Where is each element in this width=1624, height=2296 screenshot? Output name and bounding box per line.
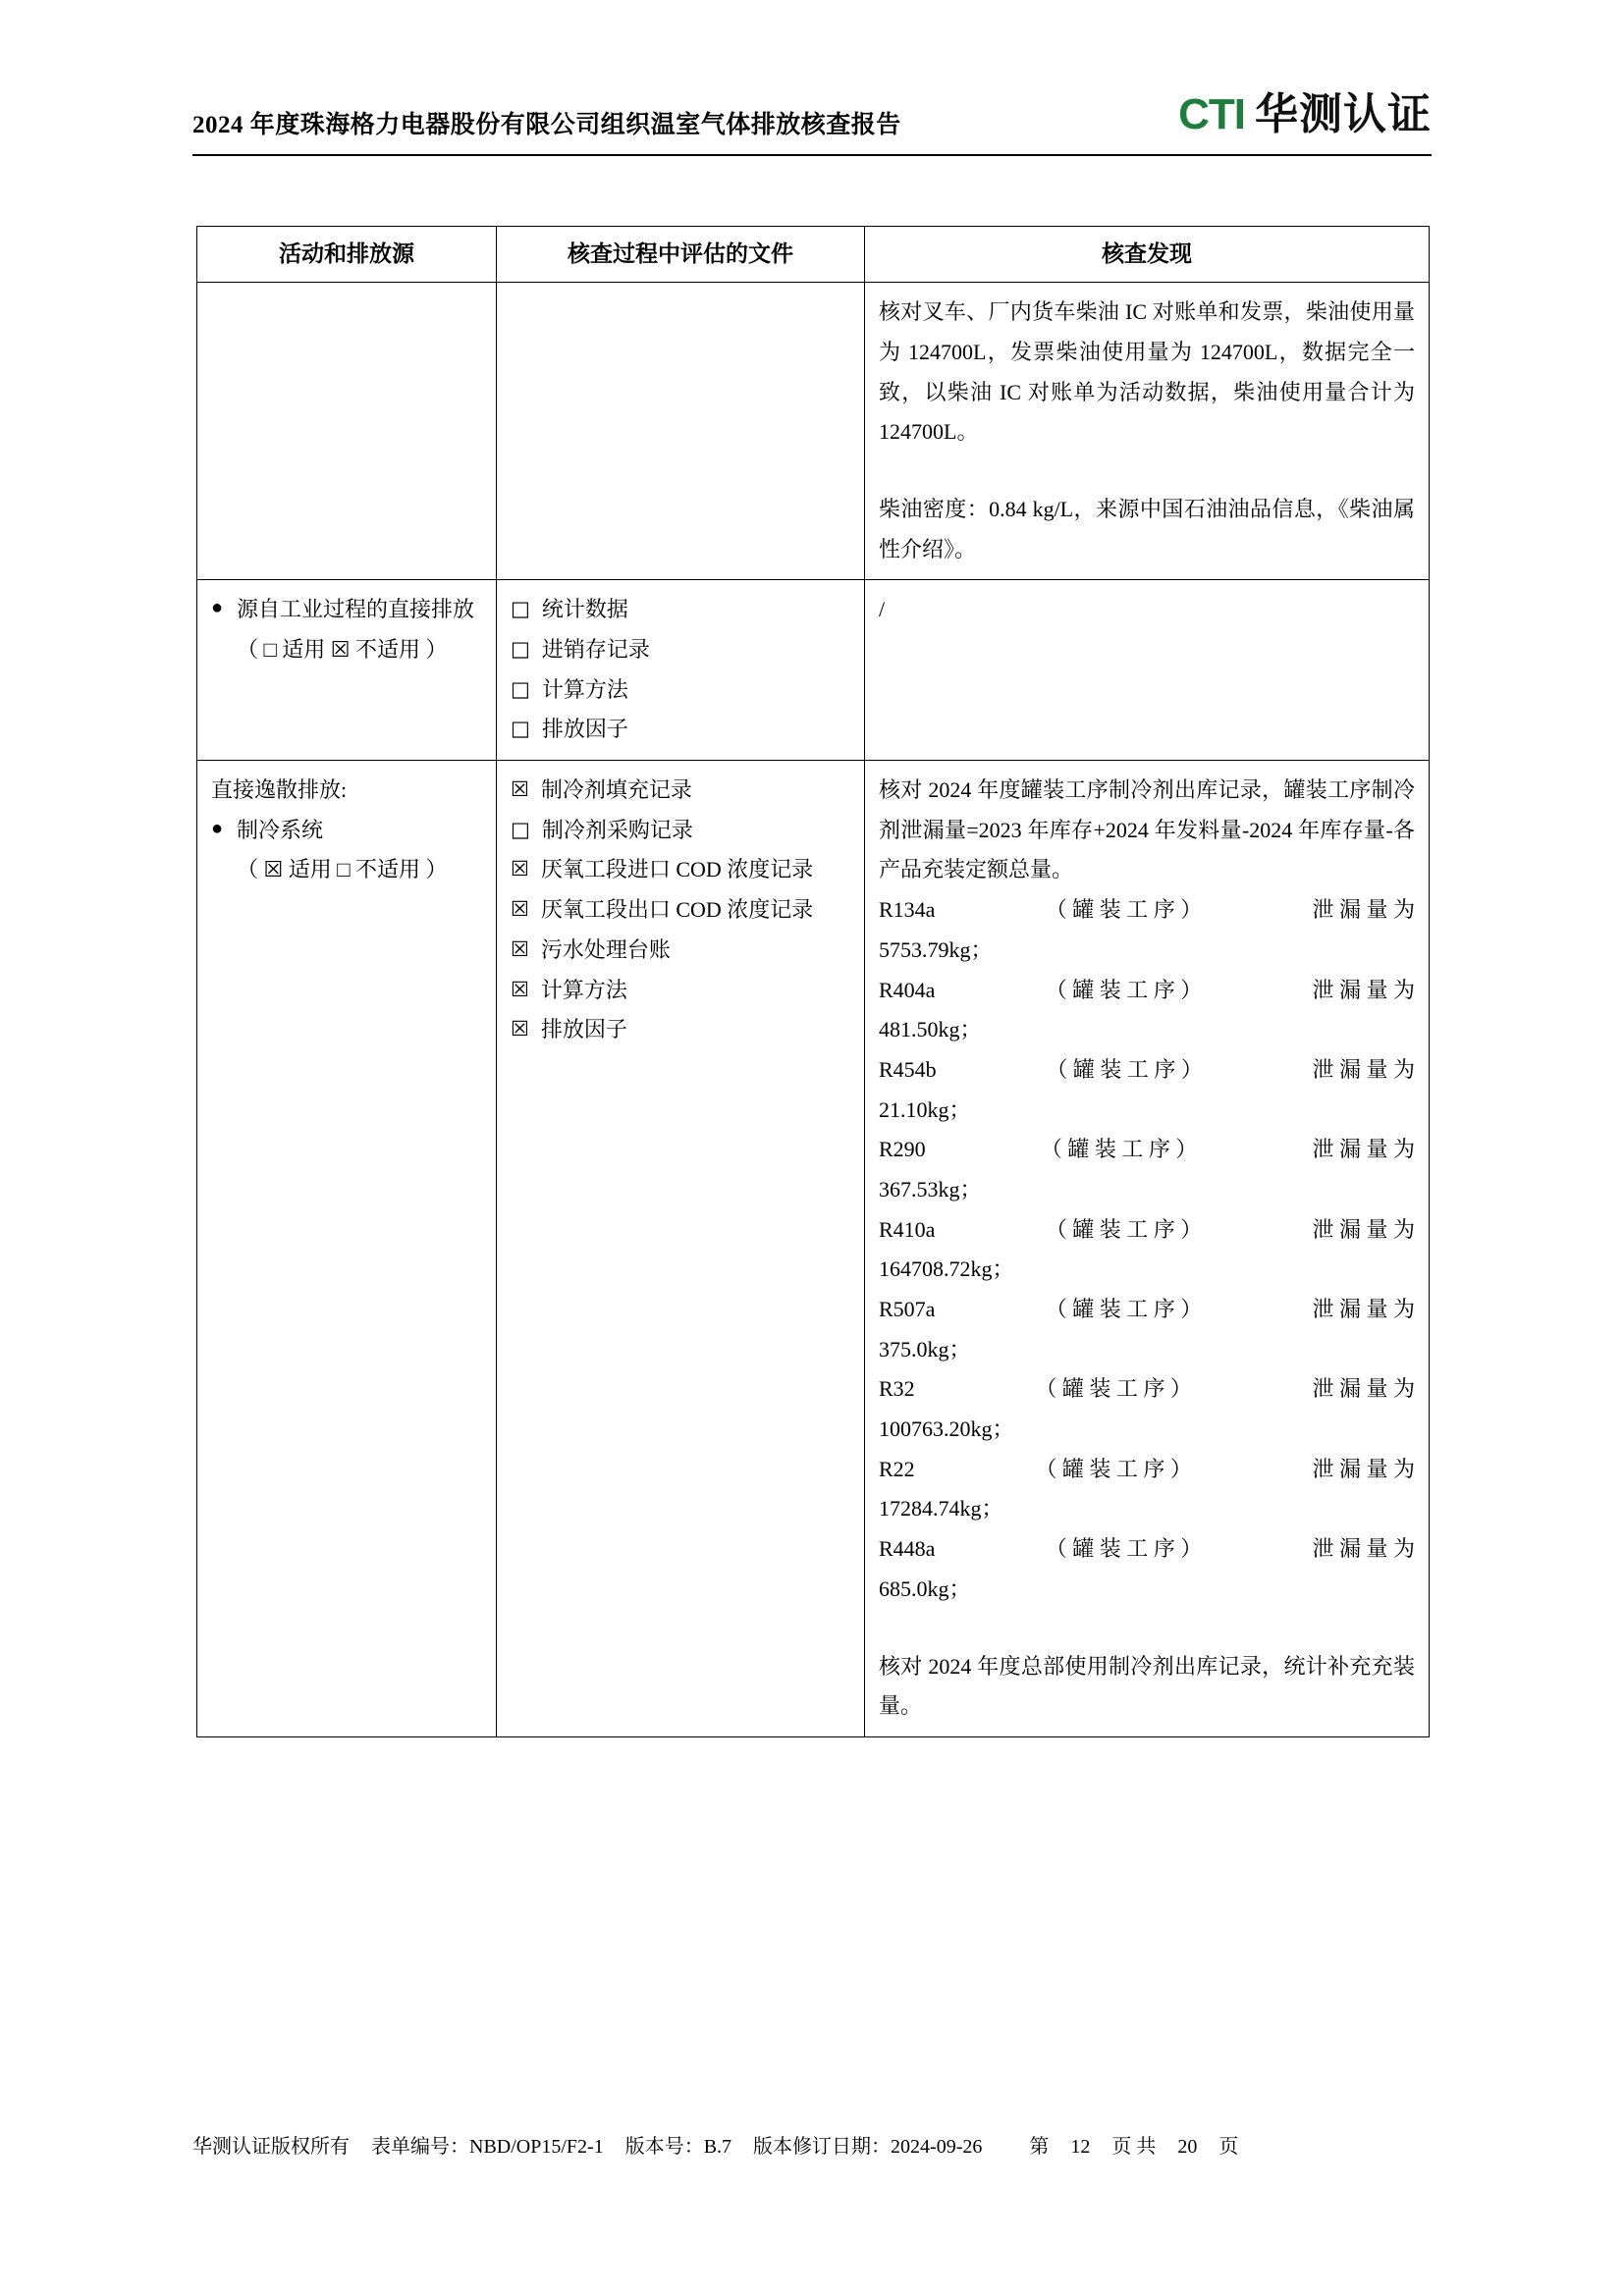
leak-value: 100763.20kg； [879,1416,1014,1442]
leak-entry [879,1130,1415,1170]
leak-process: （ 罐 装 工 序 ） [1035,1456,1192,1481]
leak-process: （ 罐 装 工 序 ） [1035,1376,1192,1402]
leak-process: （ 罐 装 工 序 ） [1045,1536,1203,1562]
leak-entry [879,1210,1415,1251]
source-label: 源自工业过程的直接排放 [237,597,475,622]
checklist-label: 统计数据 [541,597,628,622]
source-bullet-row [211,811,482,851]
table-row [197,580,1430,761]
cell-source-2 [197,580,497,761]
leak-label: 泄 漏 量 为 [1312,1137,1415,1162]
leak-label: 泄 漏 量 为 [1312,977,1415,1002]
checklist-item[interactable] [511,630,850,670]
source-heading: 直接逸散排放: [211,777,348,803]
checklist-label: 排放因子 [541,717,628,742]
cell-documents-1 [497,283,865,580]
leak-refrigerant: R290 [879,1137,926,1162]
unchecked-box-icon: □ [511,676,530,701]
findings-paragraph: 柴油密度：0.84 kg/L，来源中国石油油品信息，《柴油属性介绍》。 [879,496,1415,561]
leak-entry [879,1290,1415,1330]
cell-documents-2 [497,580,865,761]
checked-box-icon: ☒ [511,777,529,802]
checklist-item[interactable] [511,771,850,811]
leak-process: （ 罐 装 工 序 ） [1045,1216,1203,1242]
cell-documents-3 [497,761,865,1737]
footer-page-prefix: 第 [1029,2136,1050,2158]
checklist-label: 污水处理台账 [540,936,671,962]
checklist-item[interactable] [511,710,850,750]
bullet-icon: ● [211,597,224,619]
checklist-item[interactable] [511,850,850,890]
leak-label: 泄 漏 量 为 [1312,1297,1415,1321]
source-applicability: （ ☒ 适用 □ 不适用 ） [237,857,448,882]
leak-process: （ 罐 装 工 序 ） [1046,1056,1203,1082]
leak-entry [879,1050,1415,1091]
checklist-label: 进销存记录 [541,637,650,662]
footer-revision-date: 版本修订日期：2024-09-26 [753,2136,983,2158]
cell-source-3 [197,761,497,1737]
leak-label: 泄 漏 量 为 [1312,1216,1415,1242]
leak-label: 泄 漏 量 为 [1312,1536,1415,1562]
checked-box-icon: ☒ [511,936,529,961]
leak-value: 164708.72kg； [879,1256,1014,1282]
leak-label: 泄 漏 量 为 [1312,1376,1415,1402]
leak-refrigerant: R22 [879,1456,915,1481]
leak-entry [879,971,1415,1011]
checklist-label: 制冷剂采购记录 [541,817,693,842]
table-row [197,283,1430,580]
checked-box-icon: ☒ [511,897,529,922]
checklist-label: 计算方法 [541,676,628,702]
leak-list [879,890,1415,1609]
findings-outro: 核对 2024 年度总部使用制冷剂出库记录，统计补充充装量。 [879,1653,1415,1719]
leak-value: 21.10kg； [879,1096,971,1122]
verification-table [196,226,1430,1737]
leak-value: 375.0kg； [879,1336,971,1362]
leak-entry [879,1529,1415,1570]
leak-value: 367.53kg； [879,1176,982,1201]
checked-box-icon: ☒ [511,1017,529,1041]
leak-process: （ 罐 装 工 序 ） [1045,897,1203,923]
logo-chinese-text: 华测认证 [1255,90,1432,138]
cell-findings-3 [865,761,1430,1737]
footer-form-number: 表单编号：NBD/OP15/F2-1 [371,2136,604,2158]
checklist-item[interactable] [511,890,850,931]
findings-paragraph: 核对叉车、厂内货车柴油 IC 对账单和发票，柴油使用量为 124700L，发票柴油使用量为 124700L，数据完全一致，以柴油 IC 对账单为活动数据，柴油使用量合计为 124700L。 [879,299,1415,445]
source-label: 制冷系统 [237,817,324,842]
checklist-label: 厌氧工段出口 COD 浓度记录 [540,897,814,923]
leak-value: 481.50kg； [879,1017,982,1042]
source-bullet-row [211,590,482,630]
footer-version: 版本号：B.7 [624,2136,732,2158]
checklist-label: 制冷剂填充记录 [540,777,692,803]
cti-logo [1178,90,1432,138]
column-header-documents: 核查过程中评估的文件 [497,227,865,283]
checked-box-icon: ☒ [511,857,529,881]
unchecked-box-icon: □ [511,817,530,841]
leak-refrigerant: R410a [879,1216,936,1242]
footer-copyright: 华测认证版权所有 [192,2136,350,2158]
leak-entry [879,1369,1415,1410]
checklist-item[interactable] [511,670,850,711]
leak-value: 17284.74kg； [879,1496,1003,1522]
checklist-label: 排放因子 [540,1017,627,1042]
logo-latin-text: CTI [1178,90,1245,138]
unchecked-box-icon: □ [511,597,530,621]
unchecked-box-icon: □ [511,637,530,661]
leak-label: 泄 漏 量 为 [1312,1456,1415,1481]
footer-page-mid: 页 共 [1111,2136,1157,2158]
checklist-label: 厌氧工段进口 COD 浓度记录 [540,857,814,882]
cell-source-1 [197,283,497,580]
leak-value: 5753.79kg； [879,936,993,962]
bullet-icon: ● [211,817,224,839]
column-header-source: 活动和排放源 [197,227,497,283]
leak-refrigerant: R404a [879,977,936,1002]
checklist-item[interactable] [511,1010,850,1050]
leak-refrigerant: R32 [879,1376,915,1402]
checked-box-icon: ☒ [511,977,529,1001]
leak-label: 泄 漏 量 为 [1312,1056,1415,1082]
cell-findings-1 [865,283,1430,580]
footer-page-total: 20 [1177,2136,1198,2158]
leak-refrigerant: R507a [879,1297,936,1321]
leak-entry [879,1450,1415,1490]
leak-value: 685.0kg； [879,1575,971,1601]
footer-page-current: 12 [1070,2136,1091,2158]
leak-refrigerant: R448a [879,1536,936,1562]
page-footer [192,2130,1432,2159]
leak-label: 泄 漏 量 为 [1312,897,1415,923]
column-header-findings: 核查发现 [865,227,1430,283]
checklist-item[interactable] [511,931,850,971]
checklist-item[interactable] [511,590,850,630]
unchecked-box-icon: □ [511,717,530,741]
checklist-item[interactable] [511,971,850,1011]
header-divider [192,154,1432,156]
leak-process: （ 罐 装 工 序 ） [1045,977,1203,1002]
leak-process: （ 罐 装 工 序 ） [1045,1297,1203,1321]
cell-findings-2 [865,580,1430,761]
leak-entry [879,890,1415,931]
leak-refrigerant: R134a [879,897,936,923]
checklist-label: 计算方法 [540,977,627,1002]
header-title: 2024 年度珠海格力电器股份有限公司组织温室气体排放核查报告 [192,112,901,138]
table-header-row [197,227,1430,283]
checklist-item[interactable] [511,811,850,851]
leak-process: （ 罐 装 工 序 ） [1040,1137,1198,1162]
findings-paragraph: / [879,597,886,622]
footer-page-suffix: 页 [1218,2136,1239,2158]
source-applicability: （ □ 适用 ☒ 不适用 ） [237,637,448,662]
findings-intro: 核对 2024 年度罐装工序制冷剂出库记录，罐装工序制冷剂泄漏量=2023 年库存+2024 年发料量-2024 年库存量-各产品充装定额总量。 [879,777,1415,882]
leak-refrigerant: R454b [879,1056,937,1082]
table-row [197,761,1430,1737]
page-header [192,90,1432,162]
